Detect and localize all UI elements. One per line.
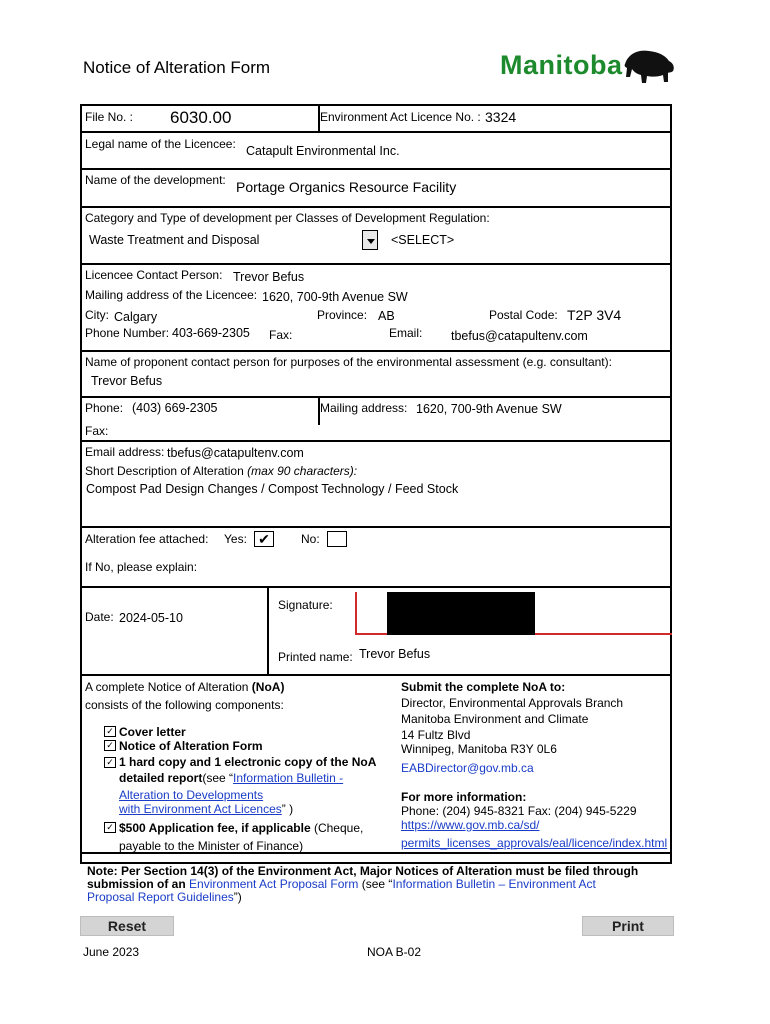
submit-addr-3: 14 Fultz Blvd bbox=[401, 728, 471, 742]
more-info-phone: Phone: (204) 945-8321 Fax: (204) 945-5229 bbox=[401, 804, 637, 818]
fee-label: Alteration fee attached: bbox=[85, 532, 209, 546]
phone-label: Phone Number: bbox=[85, 326, 170, 340]
phone-field[interactable]: 403-669-2305 bbox=[172, 326, 250, 340]
email-field[interactable]: tbefus@catapultenv.com bbox=[451, 329, 588, 343]
proponent-label: Name of proponent contact person for purposes of the environmental assessment (e.g. consultant): bbox=[85, 355, 612, 369]
bulletin-link-2[interactable]: Alteration to Developments bbox=[119, 788, 264, 802]
proponent-email-field[interactable]: tbefus@catapultenv.com bbox=[167, 446, 304, 460]
more-info-title: For more information: bbox=[401, 790, 527, 804]
item-report: 1 hard copy and 1 electronic copy of the NoA bbox=[119, 755, 377, 769]
fax-label: Fax: bbox=[269, 328, 293, 342]
category-dropdown-button[interactable] bbox=[362, 230, 378, 250]
file-no-field[interactable]: 6030.00 bbox=[170, 108, 232, 127]
development-field[interactable]: Portage Organics Resource Facility bbox=[236, 179, 457, 195]
signature-label: Signature: bbox=[278, 598, 333, 612]
info-intro-2: consists of the following components: bbox=[85, 698, 284, 712]
director-email-link[interactable]: EABDirector@gov.mb.ca bbox=[401, 761, 534, 775]
signature-redaction bbox=[387, 592, 535, 635]
item-fee: $500 Application fee, if applicable (Cheque, bbox=[119, 821, 364, 835]
note-line-2: submission of an Environment Act Proposal Form (see “Information Bulletin – Environment Act bbox=[87, 877, 596, 891]
page-title: Notice of Alteration Form bbox=[83, 58, 271, 77]
description-label: Short Description of Alteration (max 90 characters): bbox=[85, 464, 358, 478]
proponent-field[interactable]: Trevor Befus bbox=[91, 374, 163, 388]
report-checkbox[interactable]: ✓ bbox=[104, 757, 116, 768]
proponent-mailing-field[interactable]: 1620, 700-9th Avenue SW bbox=[416, 402, 562, 416]
noa-form-checkbox[interactable]: ✓ bbox=[104, 740, 116, 751]
date-field[interactable]: 2024-05-10 bbox=[119, 611, 183, 625]
fee-no-checkbox[interactable] bbox=[327, 531, 347, 547]
contact-person-label: Licencee Contact Person: bbox=[85, 268, 223, 282]
footer-code: NOA B-02 bbox=[367, 945, 422, 959]
mailing-address-label: Mailing address of the Licencee: bbox=[85, 288, 258, 302]
postal-code-field[interactable]: T2P 3V4 bbox=[567, 307, 622, 323]
item-report-2: detailed report(see “Information Bulletin - bbox=[119, 771, 344, 785]
type-select[interactable]: <SELECT> bbox=[391, 233, 455, 247]
manitoba-logo bbox=[500, 44, 675, 88]
guidelines-link-2[interactable]: Proposal Report Guidelines bbox=[87, 890, 234, 904]
file-no-label: File No. : bbox=[85, 110, 134, 124]
note-line-1: Note: Per Section 14(3) of the Environment Act, Major Notices of Alteration must be filed through bbox=[87, 864, 639, 878]
submit-addr-2: Manitoba Environment and Climate bbox=[401, 712, 589, 726]
printed-name-label: Printed name: bbox=[278, 650, 353, 664]
city-label: City: bbox=[85, 308, 109, 322]
website-link[interactable]: https://www.gov.mb.ca/sd/ bbox=[401, 818, 540, 832]
item-noa-form: Notice of Alteration Form bbox=[119, 739, 263, 753]
licence-no-field[interactable]: 3324 bbox=[485, 109, 517, 125]
website-link-2[interactable]: permits_licenses_approvals/eal/licence/index.html bbox=[401, 836, 668, 850]
fee-explain-label: If No, please explain: bbox=[85, 560, 198, 574]
bulletin-link-3[interactable]: with Environment Act Licences bbox=[119, 802, 282, 816]
description-field[interactable]: Compost Pad Design Changes / Compost Technology / Feed Stock bbox=[86, 482, 459, 496]
mailing-address-field[interactable]: 1620, 700-9th Avenue SW bbox=[262, 290, 408, 304]
proponent-phone-field[interactable]: (403) 669-2305 bbox=[132, 401, 218, 415]
legal-name-label: Legal name of the Licencee: bbox=[85, 137, 236, 151]
proponent-email-label: Email address: bbox=[85, 445, 165, 459]
item-fee-2: payable to the Minister of Finance) bbox=[119, 839, 304, 853]
logo-text: Manitoba bbox=[500, 50, 623, 80]
date-label: Date: bbox=[85, 610, 114, 624]
submit-title: Submit the complete NoA to: bbox=[401, 680, 566, 694]
footer-date: June 2023 bbox=[83, 945, 140, 959]
bison-icon bbox=[622, 46, 676, 86]
info-intro: A complete Notice of Alteration (NoA) bbox=[85, 680, 285, 694]
fee-item-checkbox[interactable]: ✓ bbox=[104, 822, 116, 833]
proposal-form-link[interactable]: Environment Act Proposal Form bbox=[189, 877, 359, 891]
postal-code-label: Postal Code: bbox=[489, 308, 558, 322]
item-report-3: with Environment Act Licences” ) bbox=[119, 802, 294, 816]
reset-button[interactable]: Reset bbox=[80, 916, 174, 936]
fee-no-label: No: bbox=[301, 532, 320, 546]
category-label: Category and Type of development per Classes of Development Regulation: bbox=[85, 211, 490, 225]
proponent-fax-label: Fax: bbox=[85, 424, 109, 438]
contact-person-field[interactable]: Trevor Befus bbox=[233, 270, 305, 284]
email-label: Email: bbox=[389, 326, 423, 340]
fee-yes-checkbox[interactable]: ✔ bbox=[254, 531, 274, 547]
submit-addr-1: Director, Environmental Approvals Branch bbox=[401, 696, 624, 710]
development-label: Name of the development: bbox=[85, 173, 226, 187]
bulletin-link[interactable]: Information Bulletin - bbox=[233, 771, 344, 785]
cover-letter-checkbox[interactable]: ✓ bbox=[104, 726, 116, 737]
printed-name-field[interactable]: Trevor Befus bbox=[359, 647, 431, 661]
category-select[interactable]: Waste Treatment and Disposal bbox=[89, 233, 260, 247]
print-button[interactable]: Print bbox=[582, 916, 674, 936]
proponent-mailing-label: Mailing address: bbox=[320, 401, 408, 415]
proponent-phone-label: Phone: bbox=[85, 401, 124, 415]
guidelines-link[interactable]: Information Bulletin – Environment Act bbox=[392, 877, 596, 891]
item-cover-letter: Cover letter bbox=[119, 725, 186, 739]
fee-yes-label: Yes: bbox=[224, 532, 247, 546]
legal-name-field[interactable]: Catapult Environmental Inc. bbox=[246, 144, 400, 158]
submit-addr-4: Winnipeg, Manitoba R3Y 0L6 bbox=[401, 742, 557, 756]
note-line-3: Proposal Report Guidelines”) bbox=[87, 890, 242, 904]
city-field[interactable]: Calgary bbox=[114, 310, 158, 324]
licence-no-label: Environment Act Licence No. : bbox=[320, 110, 481, 124]
province-label: Province: bbox=[317, 308, 368, 322]
province-field[interactable]: AB bbox=[378, 309, 395, 323]
